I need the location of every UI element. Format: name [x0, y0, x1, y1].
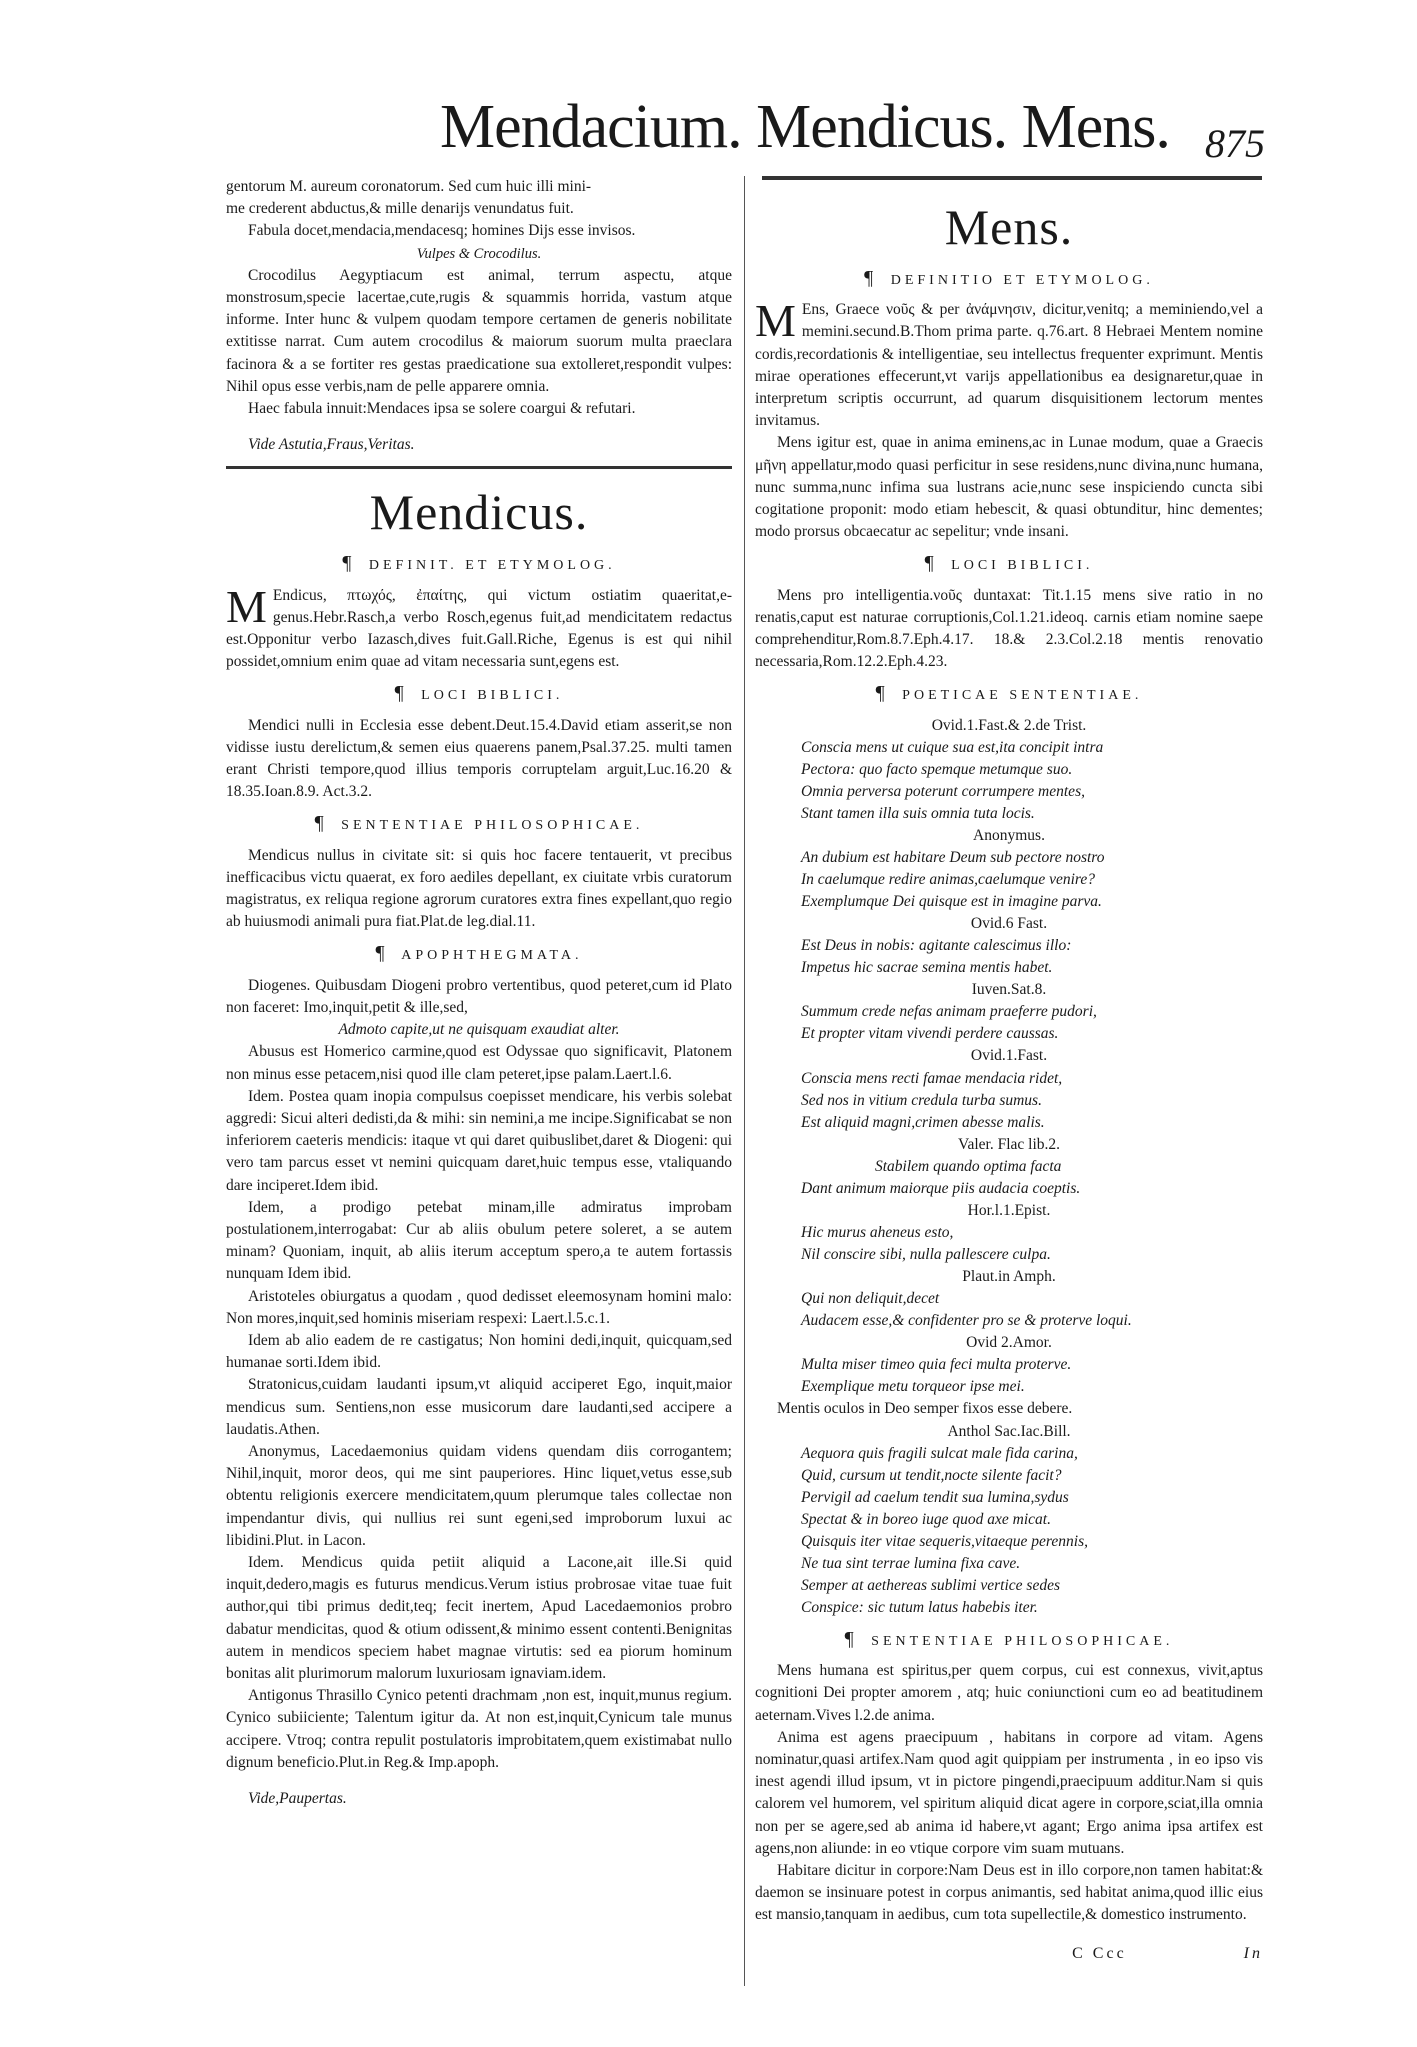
section-heading [755, 1628, 1263, 1653]
heading-label: SENTENTIAE PHILOSOPHICAE. [341, 818, 644, 834]
verse-line: Conscia mens recti famae mendacia ridet, [801, 1069, 1063, 1087]
apophthegm: Idem ab alio eadem de re castigatus; Non homini dedi,inquit, quicquam,sed humanae sorti.Idem ibid. [226, 1331, 732, 1372]
section-title: Mendicus. [369, 484, 589, 541]
see-also: Vide Astutia,Fraus,Veritas. [248, 436, 415, 454]
section-title: Mens. [944, 199, 1074, 255]
verse-line: Spectat & in boreo iuge quod axe micat. [801, 1510, 1051, 1528]
fable-title: Vulpes & Crocodilus. [416, 245, 542, 262]
verse-line: Quisquis iter vitae sequeris,vitaeque perennis, [801, 1532, 1088, 1550]
verse-line: Summum crede nefas animam praeferre pudori, [801, 1003, 1097, 1021]
fable-text: Crocodilus Aegyptiacum est animal, terrum aspectu, atque monstrosum,specie lacertae,cute,rugis & squammis horrida, vastum atque informe. Inter hunc & vulpem quodam tempore certamen de generis nobilitate extitisse narrat. Cum autem crocodilus & maiorum suorum multa praeclara facinora & a se fortiter res gestas praedicatione sua extolleret,respondit vulpes: Nihil opus esse verbis,nam de pelle apparere omnia. [226, 266, 732, 395]
definition-body: Endicus, πτωχός, ἐπαίτης, qui victum ostiatim quaeritat,e-genus.Hebr.Rasch,a verbo Rosch,egenus fuit,ad mendicitatem redactus est.Opponitur verbo Iazasch,dives fuit.Gall.Riche, Egenus is est qui nihil possidet,omnium enim quae ad vitam necessaria sunt,egens est. [226, 586, 732, 671]
section-heading [226, 812, 732, 837]
heading-label: DEFINITIO ET ETYMOLOG. [890, 273, 1154, 288]
apophthegm: Abusus est Homerico carmine,quod est Odyssae quo significavit, Platonem non minus esse petacem,nisi quod ille clam peteret,ipse palam.Laert.l.6. [226, 1043, 732, 1083]
fable-moral: Haec fabula innuit:Mendaces ipsa se solere coargui & refutari. [248, 400, 636, 418]
heading-label: DEFINIT. ET ETYMOLOG. [368, 558, 616, 574]
verse-line: Audacem esse,& confidenter pro se & proterve loqui. [801, 1312, 1132, 1330]
sententiae-text: Mendicus nullus in civitate sit: si quis hoc facere tentauerit, vt precibus inefficacibus victu quaerat, ex foro aediles depellant, ex ciuitate vrbis curatorum magistratus, ex reliqua regione agrorum curatores extra fines expellant,quo regio ab huiusmodi animali pura fiat.Plat.de leg.dial.11. [226, 846, 732, 931]
verse-line: Conspice: sic tutum latus habebis iter. [801, 1598, 1038, 1616]
verse-line: Stabilem quando optima facta [875, 1157, 1062, 1175]
sententiae-text: Habitare dicitur in corpore:Nam Deus est in illo corpore,non tamen habitat:& daemon se insinuare potest in corpus animantis, sed habitat anima,quod illic eius est mansio,tanquam in aedibus, cum tota supellectile,& domestico instrumento. [755, 1861, 1263, 1924]
apophthegm: Aristoteles obiurgatus a quodam , quod dedisset eleemosynam homini malo: Non mores,inquit,sed hominis miseriam respexi: Laert.l.5.c.1. [226, 1287, 732, 1327]
pilcrow-icon: ¶ [375, 942, 385, 965]
right-column [755, 176, 1263, 1965]
heading-label: SENTENTIAE PHILOSOPHICAE. [871, 1633, 1174, 1649]
verse-line: Stant tamen illa suis omnia tuta locis. [801, 804, 1035, 822]
left-column [226, 176, 732, 1810]
heading-label: LOCI BIBLICI. [951, 558, 1094, 574]
section-heading [755, 682, 1263, 707]
pilcrow-icon: ¶ [924, 552, 934, 575]
heading-label: LOCI BIBLICI. [421, 688, 564, 704]
intro-line: me crederent abductus,& mille denarijs venundatus fuit. [226, 200, 574, 218]
intro-line: Fabula docet,mendacia,mendacesq; homines Dijs esse invisos. [248, 222, 636, 240]
verse-heading: Mentis oculos in Deo semper fixos esse debere. [777, 1400, 1073, 1418]
apophthegm: Antigonus Thrasillo Cynico petenti drachmam ,non est, inquit,munus regium. Cynico subiiciente; Talentum igitur da. At non est,inquit,Cynicum tale munus accipere. Vtroq; contra repulit postulatoris improbitatem,quem existimabat nullo dignum beneficio.Plut.in Reg.& Imp.apoph. [226, 1687, 732, 1771]
verse-line: Omnia perversa poterunt corrumpere mentes, [801, 782, 1085, 800]
apophthegm: Idem, a prodigo petebat minam,ille admiratus improbam postulationem,interrogabat: Cur ab aliis obulum petere soleret, a se autem minam? Quoniam, inquit, ab aliis iterum acceptum spero,a te autem fortassis nunquam Idem ibid. [226, 1198, 732, 1283]
verse-line: Ne tua sint terrae lumina fixa cave. [801, 1554, 1021, 1572]
definition-text [226, 580, 732, 674]
verse-source: Valer. Flac lib.2. [957, 1135, 1061, 1153]
verse-line: Hic murus aheneus esto, [801, 1224, 954, 1242]
verse-line: Pervigil ad caelum tendit sua lumina,sydus [801, 1488, 1069, 1506]
section-heading [226, 552, 732, 577]
verse-line: Exemplique metu torqueor ipse mei. [801, 1378, 1025, 1396]
verse-line: Multa miser timeo quia feci multa proterve. [801, 1356, 1072, 1374]
section-heading [755, 552, 1263, 577]
verse-source: Ovid.1.Fast. [970, 1047, 1048, 1065]
pilcrow-icon: ¶ [875, 682, 885, 705]
verse-source: Ovid.6 Fast. [970, 915, 1048, 933]
verse-line: Est aliquid magni,crimen abesse malis. [801, 1113, 1045, 1131]
apophthegm: Diogenes. Quibusdam Diogeni probro vertentibus, quod peteret,cum id Plato non faceret: Imo,inquit,petit & ille,sed, [226, 976, 732, 1016]
verse-line: Et propter vitam vivendi perdere caussas. [801, 1025, 1059, 1043]
apophthegm: Idem. Mendicus quida petiit aliquid a Lacone,ait ille.Si quid inquit,dedero,magis es futurus mendicus.Verum istius probrosae vitae tuae fuit author,qui tibi primus dedit,teq; fecit inertem, Apud Lacedaemonios probro dabatur mendicitas, quod & otium odissent,& minimo essent contenti.Benignitas autem in mendicos speciem habet magnae virtutis: sed ea piorum hominum bonitas alit plurimorum malorum luxuriosam ignaviam.idem. [226, 1553, 732, 1682]
verse-source: Anthol Sac.Iac.Bill. [947, 1422, 1071, 1440]
loci-text: Mens pro intelligentia.νοῦς duntaxat: Tit.1.15 mens sive ratio in no renatis,caput est naturae corruptionis,Col.1.21.ideoq. carnis etiam nomine saepe comprehenditur,Rom.8.7.Eph.4.17. 18.& 2.3.Col.2.18 mentis renovatio necessaria,Rom.12.2.Eph.4.23. [755, 586, 1263, 671]
apophthegm-verse: Admoto capite,ut ne quisquam exaudiat alter. [338, 1021, 620, 1039]
definition-body: Ens, Graece νοῦς & per ἀνάμνησιν, dicitur,venitq; a meminiendo,vel a memini.secund.B.Thom prima parte. q.76.art. 8 Hebraei Mentem nomine cordis,recordationis & intelligentiae, seu intellectus frequenter exprimunt. Mentis mirae operationes effecerunt,vt varijs appellationibus ea designaretur,quae in interpretum scriptis occurrunt, ad quarum disquisitionem lectorum mentes invitamus. [755, 301, 1263, 430]
catchword: In [1243, 1944, 1263, 1962]
intro-line: gentorum M. aureum coronatorum. Sed cum huic illi mini- [226, 178, 592, 195]
verse-line: Quid, cursum ut tendit,nocte silente facit? [801, 1466, 1062, 1484]
verse-line: Qui non deliquit,decet [801, 1290, 940, 1308]
drop-cap: M [755, 295, 796, 347]
verse-source: Hor.l.1.Epist. [967, 1201, 1051, 1219]
pilcrow-icon: ¶ [864, 267, 874, 289]
see-also: Vide,Paupertas. [248, 1790, 347, 1807]
verse-line: Nil conscire sibi, nulla pallescere culpa. [801, 1246, 1051, 1264]
verse-source: Ovid 2.Amor. [966, 1334, 1052, 1352]
sententiae-text: Mens humana est spiritus,per quem corpus, cui est connexus, vivit,aptus cognitioni Dei propter amorem , atq; huic coniunctioni cum eo ad beatitudinem aeternam.Vives l.2.de anima. [755, 1662, 1263, 1724]
column-divider [744, 176, 745, 1986]
pilcrow-icon: ¶ [844, 1627, 854, 1650]
pilcrow-icon: ¶ [314, 812, 324, 835]
verse-line: Dant animum maiorque piis audacia coeptis. [801, 1179, 1081, 1197]
verse-line: Exemplumque Dei quisque est in imagine parva. [801, 893, 1102, 911]
verse-source: Anonymus. [973, 826, 1045, 844]
verse-line: Est Deus in nobis: agitante calescimus illo: [801, 937, 1072, 955]
pilcrow-icon: ¶ [342, 552, 352, 575]
verse-source: Iuven.Sat.8. [971, 981, 1047, 999]
signature-mark: C Ccc [1072, 1944, 1127, 1962]
verse-source: Plaut.in Amph. [962, 1268, 1056, 1286]
verse-line: Impetus hic sacrae semina mentis habet. [801, 959, 1053, 977]
apophthegm: Idem. Postea quam inopia compulsus coepisset mendicare, his verbis solebat aggredi: Sicui alteri dedisti,da & mihi: sin nemini,a me incipe.Significabat se non inferiorem caeteris mendicis: itaque vt qui daret quibuslibet,daret & Diogeni: qui vero tam parcus esset vt nemini quicquam daret,huic tempus esse, vtaliquando dare inciperet.Idem ibid. [226, 1087, 732, 1194]
verse-line: Pectora: quo facto spemque metumque suo. [801, 760, 1073, 778]
loci-text: Mendici nulli in Ecclesia esse debent.Deut.15.4.David etiam asserit,se non vidisse iustu derelictum,& semen eius quaerens panem,Psal.37.25. multi tamen erant Christi tempore,quod illius temporis corruptelam arguit,Luc.16.20 & 18.35.Ioan.8.9. Act.3.2. [226, 716, 732, 801]
section-rule [226, 466, 732, 469]
heading-label: POETICAE SENTENTIAE. [902, 688, 1143, 704]
poetic-sententiae [755, 715, 1263, 1619]
verse-line: Aequora quis fragili sulcat male fida carina, [801, 1444, 1078, 1462]
pilcrow-icon: ¶ [394, 682, 404, 705]
apophthegm: Anonymus, Lacedaemonius quidam videns quendam diis corrogantem; Nihil,inquit, moror deos, qui me sint pauperiores. Hinc liquet,vetus esse,sub obtentu religionis exercere mendicitatem,quum plerumque tales collectae non impendantur divis, qui nullius rei sunt egeni,sed improborum luxui ac libidini.Plut. in Lacon. [226, 1442, 732, 1549]
verse-line: Sed nos in vitium credula turba sumus. [801, 1091, 1042, 1109]
verse-line: In caelumque redire animas,caelumque venire? [801, 871, 1095, 889]
section-heading [226, 682, 732, 707]
sententiae-text: Anima est agens praecipuum , habitans in corpore ad vitam. Agens nominatur,quasi artifex.Nam quod agit quippiam per instrumenta , in eo ipso vis inest agendi illud ipsum, vt in pictore pingendi,praecipuum additur.Nam si quis calorem vel humorem, vel spiritum aliquid dicat agere in corpore,sciat,illa omnia non per se agere,sed ab anima id habere,vt agant; Ergo anima ipsa artifex est agens,non aliunde: in eo vtique corpore vim suam mutuans. [755, 1728, 1263, 1857]
heading-label: APOPHTHEGMATA. [401, 948, 583, 964]
verse-line: Conscia mens ut cuique sua est,ita concipit intra [801, 738, 1104, 756]
drop-cap: M [226, 580, 267, 632]
definition-text [755, 295, 1263, 432]
page-number: 875 [1205, 121, 1265, 166]
verse-line: An dubium est habitare Deum sub pectore nostro [801, 849, 1105, 867]
verse-line: Semper at aethereas sublimi vertice sedes [801, 1576, 1060, 1594]
running-title: Mendacium. Mendicus. Mens. [440, 93, 1170, 161]
verse-source: Ovid.1.Fast.& 2.de Trist. [931, 716, 1087, 734]
definition-text-2: Mens igitur est, quae in anima eminens,ac in Lunae modum, quae a Graecis μῆνη appellatur,modo quasi perficitur in sese residens,nunc divina,nunc humana, nunc summa,nunc infima sua lustrans acie,nunc sese inspiciendo cuncta sibi cogitatione proponit: modo etiam hebescit, & quasi obtunditur, hinc dementes; modo prorsus obcaecatur ac sepelitur; vnde insani. [755, 434, 1263, 541]
apophthegm: Stratonicus,cuidam laudanti ipsum,vt aliquid acciperet Ego, inquit,maior mendicus sum. Sentiens,non esse musicorum dare laudanti,sed accipere a laudatis.Athen. [226, 1376, 732, 1438]
page-footer [755, 1943, 1263, 1965]
section-heading [755, 267, 1263, 292]
section-heading [226, 942, 732, 967]
